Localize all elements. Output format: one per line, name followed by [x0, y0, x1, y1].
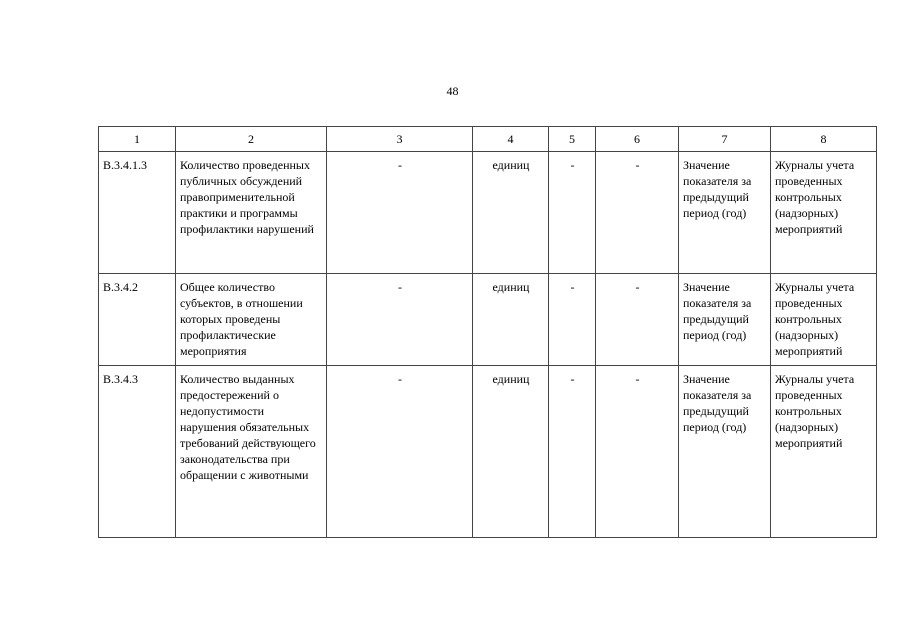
column-header: 7: [679, 127, 771, 152]
page-number: 48: [446, 84, 459, 98]
unit-cell: единиц: [473, 366, 549, 538]
column-header: 5: [549, 127, 596, 152]
table-row: [99, 366, 877, 538]
column-5-value: -: [549, 152, 596, 274]
column-5-value: -: [549, 366, 596, 538]
indicators-table: [98, 126, 877, 538]
column-header: 3: [327, 127, 473, 152]
table-row: [99, 152, 877, 274]
target-value-cell: Значение показателя за предыдущий период (год): [679, 152, 771, 274]
table-row: [99, 274, 877, 366]
indicator-code: В.3.4.1.3: [99, 152, 176, 274]
column-3-value: -: [327, 366, 473, 538]
column-5-value: -: [549, 274, 596, 366]
column-6-value: -: [596, 366, 679, 538]
column-header: 1: [99, 127, 176, 152]
data-source-cell: Журналы учета проведенных контрольных (надзорных) мероприятий: [771, 152, 877, 274]
indicator-name: Количество выданных предостережений о недопустимости нарушения обязательных требований действующего законодательства при обращении с животными: [176, 366, 327, 538]
table-header-row: [99, 127, 877, 152]
column-header: 2: [176, 127, 327, 152]
column-header: 8: [771, 127, 877, 152]
column-header: 6: [596, 127, 679, 152]
column-3-value: -: [327, 152, 473, 274]
target-value-cell: Значение показателя за предыдущий период (год): [679, 366, 771, 538]
column-6-value: -: [596, 274, 679, 366]
unit-cell: единиц: [473, 274, 549, 366]
column-header: 4: [473, 127, 549, 152]
column-3-value: -: [327, 274, 473, 366]
indicator-code: В.3.4.3: [99, 366, 176, 538]
data-source-cell: Журналы учета проведенных контрольных (надзорных) мероприятий: [771, 274, 877, 366]
indicator-name: Количество проведенных публичных обсуждений правоприменительной практики и программы профилактики нарушений: [176, 152, 327, 274]
column-6-value: -: [596, 152, 679, 274]
indicator-code: В.3.4.2: [99, 274, 176, 366]
data-source-cell: Журналы учета проведенных контрольных (надзорных) мероприятий: [771, 366, 877, 538]
unit-cell: единиц: [473, 152, 549, 274]
target-value-cell: Значение показателя за предыдущий период (год): [679, 274, 771, 366]
indicator-name: Общее количество субъектов, в отношении которых проведены профилактические мероприятия: [176, 274, 327, 366]
